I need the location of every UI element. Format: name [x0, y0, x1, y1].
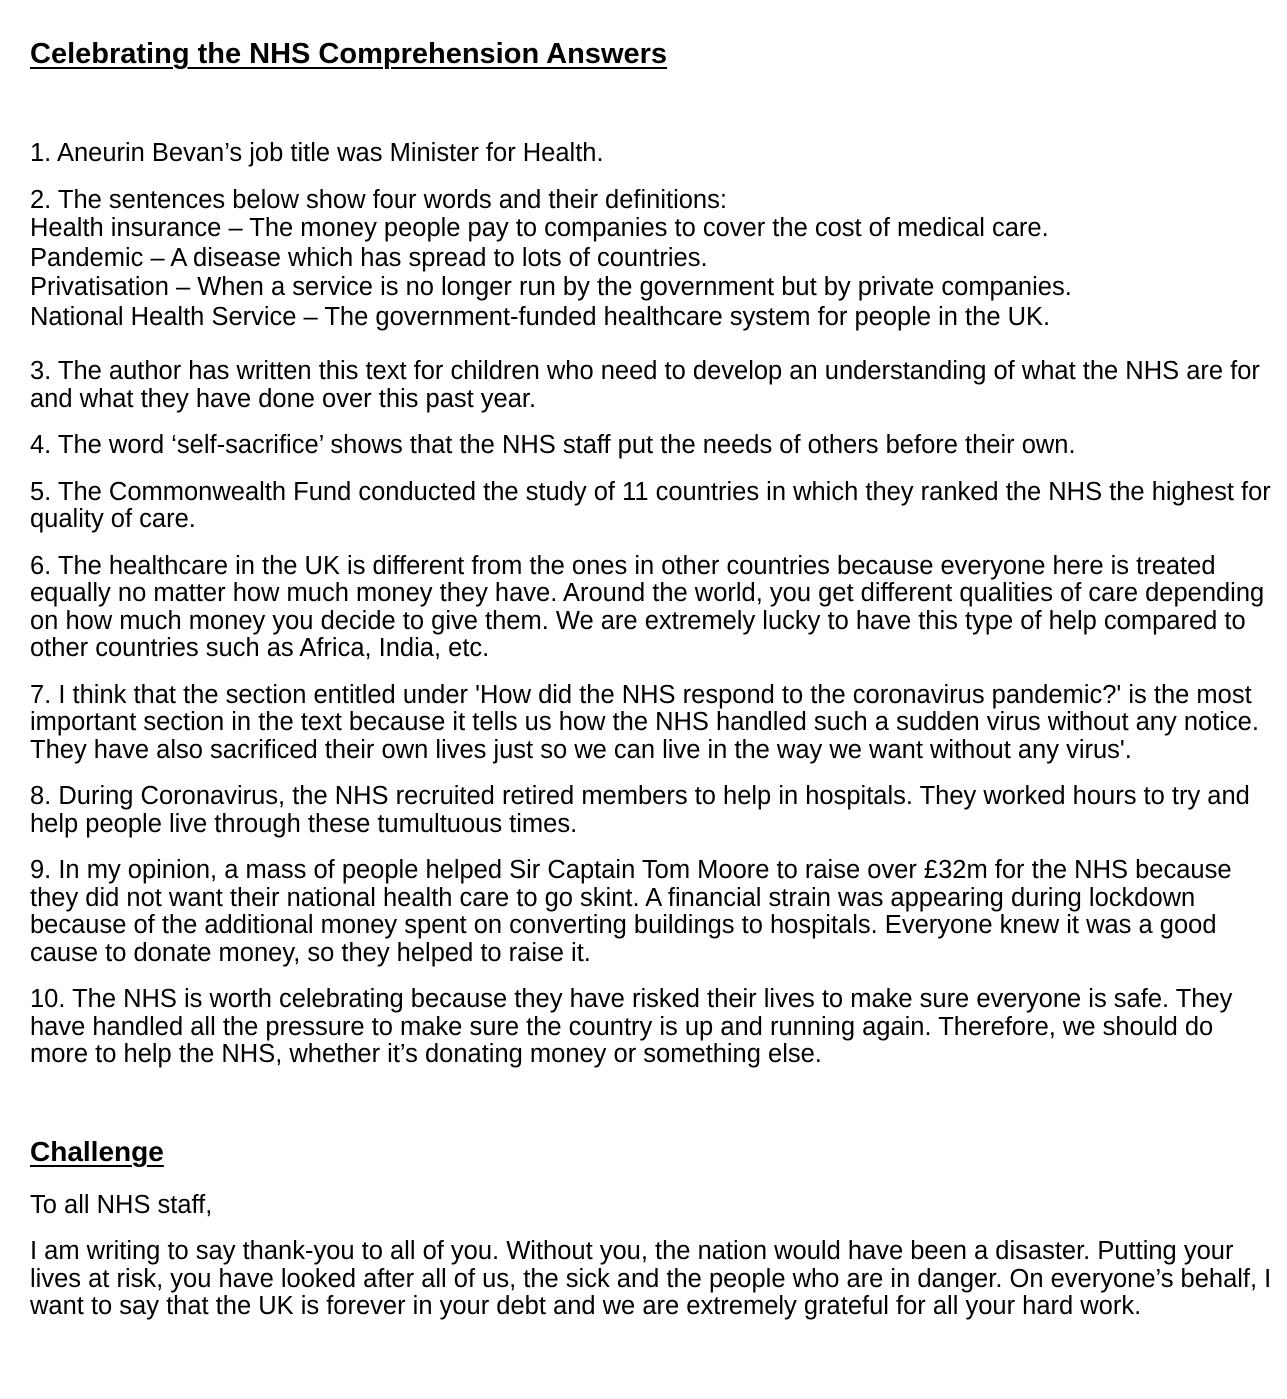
definition-item: Pandemic – A disease which has spread to lots of countries. [30, 243, 708, 272]
definition-item: Privatisation – When a service is no longer run by the government but by private companies. [30, 273, 1072, 301]
page-title: Celebrating the NHS Comprehension Answers [30, 38, 668, 70]
document-page [30, 36, 1275, 1321]
answer-7: 7. I think that the section entitled under 'How did the NHS respond to the coronavirus pandemic?' is the most important section in the text because it tells us how the NHS handled such a sudden virus without any notice. They have also sacrificed their own lives just so we can live in the way we want without any virus'. [30, 680, 1259, 764]
definitions-list [30, 214, 1275, 332]
definition-item: Health insurance – The money people pay to companies to cover the cost of medical care. [30, 214, 1049, 242]
definition-item: National Health Service – The government-funded healthcare system for people in the UK. [30, 302, 1051, 331]
answer-5: 5. The Commonwealth Fund conducted the study of 11 countries in which they ranked the NHS the highest for quality of care. [30, 477, 1271, 533]
answer-8: 8. During Coronavirus, the NHS recruited retired members to help in hospitals. They worked hours to try and help people live through these tumultuous times. [30, 782, 1250, 838]
answer-1: 1. Aneurin Bevan’s job title was Minister for Health. [30, 139, 604, 167]
answer-6: 6. The healthcare in the UK is different from the ones in other countries because everyone here is treated equally no matter how much money they have. Around the world, you get different qualities of care depending on how much money you decide to give them. We are extremely lucky to have this type of help compared to other countries such as Africa, India, etc. [30, 551, 1265, 662]
answer-3: 3. The author has written this text for children who need to develop an understanding of what the NHS are for and what they have done over this past year. [30, 357, 1260, 413]
answer-4: 4. The word ‘self-sacrifice’ shows that the NHS staff put the needs of others before their own. [30, 431, 1076, 459]
answer-2 [30, 187, 1275, 333]
answer-9: 9. In my opinion, a mass of people helped Sir Captain Tom Moore to raise over £32m for the NHS because they did not want their national health care to go skint. A financial strain was appearing during lockdown because of the additional money spent on converting buildings to hospitals. Everyone knew it was a good cause to donate money, so they helped to raise it. [30, 856, 1232, 967]
challenge-heading: Challenge [30, 1135, 164, 1167]
answer-2-intro: 2. The sentences below show four words and their definitions: [30, 185, 727, 214]
answer-10: 10. The NHS is worth celebrating because they have risked their lives to make sure everyone is safe. They have handled all the pressure to make sure the country is up and running again. Therefore, we should do more to help the NHS, whether it’s donating money or something else. [30, 985, 1233, 1068]
letter-body: I am writing to say thank-you to all of you. Without you, the nation would have been a disaster. Putting your lives at risk, you have looked after all of us, the sick and the people who are in danger. On everyone’s behalf, I want to say that the UK is forever in your debt and we are extremely grateful for all your hard work. [30, 1237, 1272, 1321]
letter-salutation: To all NHS staff, [30, 1190, 213, 1219]
